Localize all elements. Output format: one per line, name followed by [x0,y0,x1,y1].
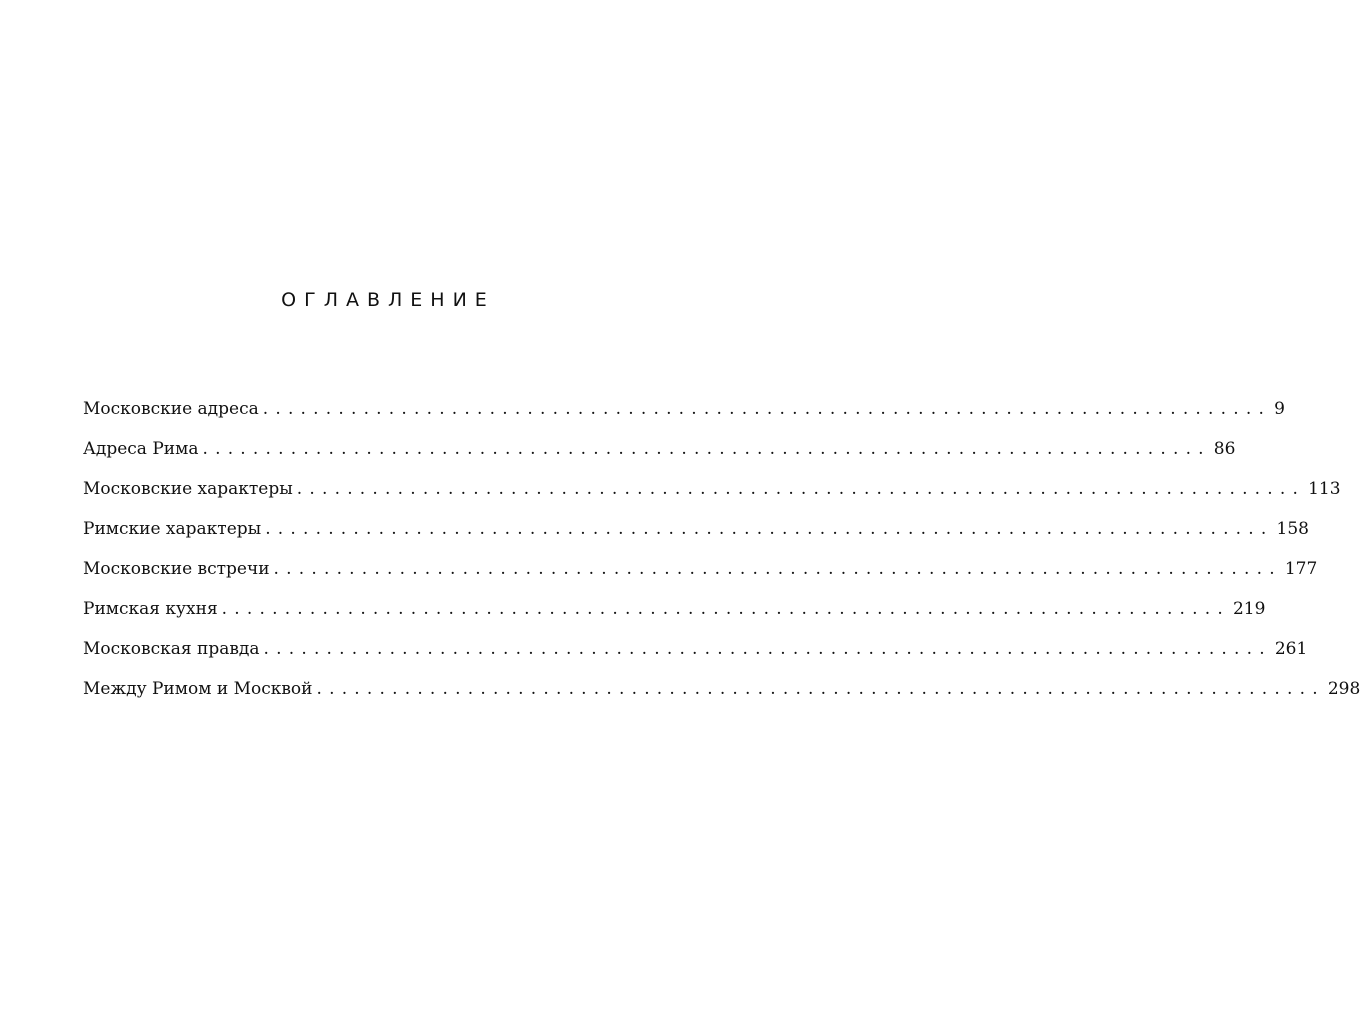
toc-page-number: 298 [1327,679,1360,699]
dot-leader: ................................................................................ [316,679,1325,699]
toc-entry-title: Московские адреса [83,399,259,419]
toc-entry-title: Римские характеры [83,519,262,539]
toc-entry [83,593,1266,633]
toc-page-number: 158 [1276,519,1309,539]
dot-leader: ................................................................................ [262,399,1272,419]
toc-entry-title: Московские встречи [83,559,270,579]
toc-entry-title: Московские характеры [83,479,293,499]
toc-entry-title: Адреса Рима [83,439,199,459]
toc-page-number: 113 [1308,479,1341,499]
toc-page-number: 9 [1274,399,1285,419]
toc-heading: ОГЛАВЛЕНИЕ [281,289,495,311]
dot-leader: ................................................................................ [202,439,1211,459]
dot-leader: ................................................................................ [265,519,1274,539]
toc-page-number: 219 [1232,599,1266,619]
toc-entry [83,473,1341,513]
toc-entry [83,633,1308,673]
toc-page-number: 261 [1274,639,1308,659]
dot-leader: ................................................................................ [221,599,1230,619]
dot-leader: ................................................................................ [263,639,1272,659]
toc-page-number: 177 [1284,559,1318,579]
toc-entry [83,553,1318,593]
toc-entry [83,673,1360,713]
toc-list [83,393,1360,713]
toc-entry-title: Московская правда [83,639,260,659]
toc-entry-title: Между Римом и Москвой [83,679,313,699]
toc-page-number: 86 [1213,439,1236,459]
toc-entry [83,433,1236,473]
dot-leader: ................................................................................ [273,559,1282,579]
toc-entry [83,393,1285,433]
dot-leader: ................................................................................ [296,479,1306,499]
toc-entry-title: Римская кухня [83,599,218,619]
toc-entry [83,513,1309,553]
